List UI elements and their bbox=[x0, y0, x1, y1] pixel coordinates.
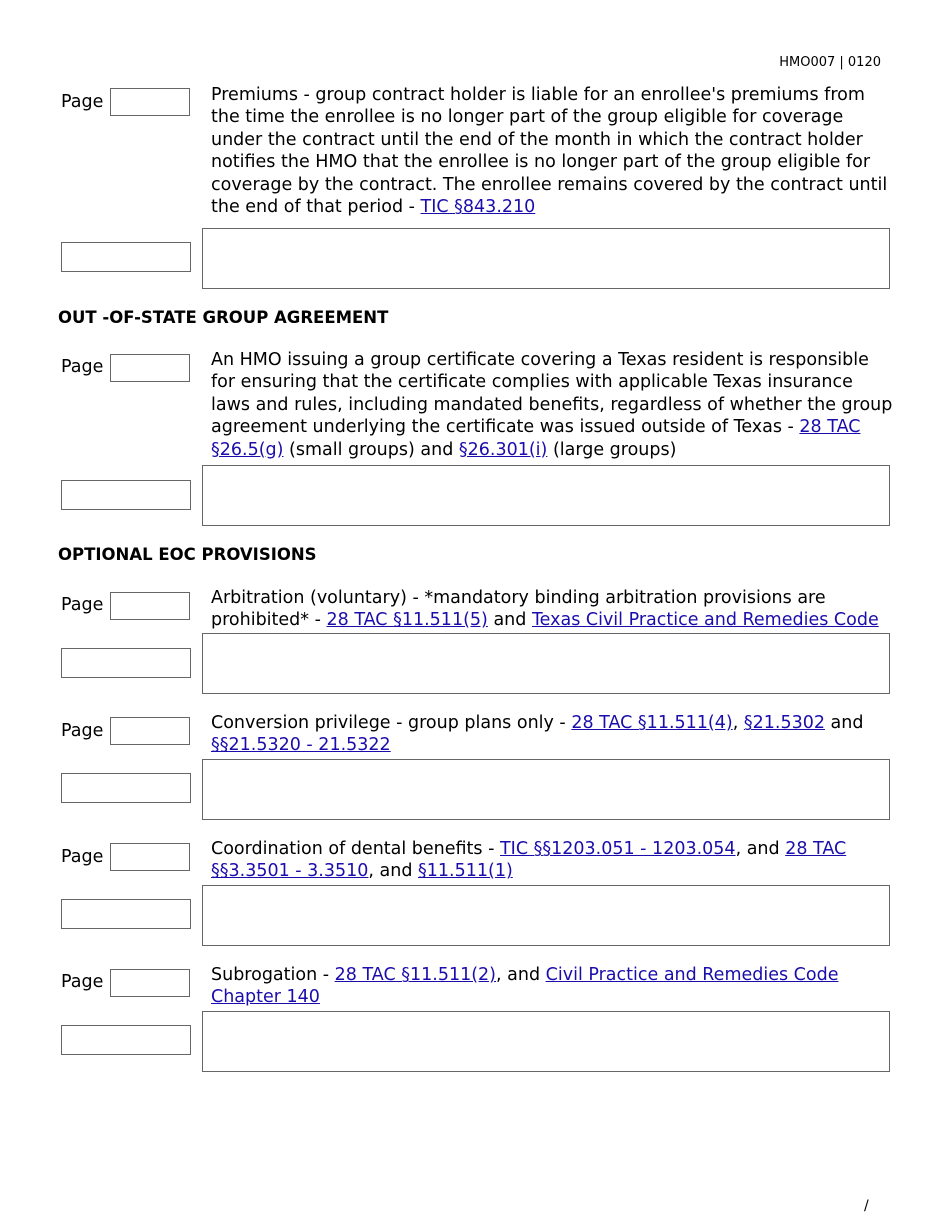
page-number-input[interactable] bbox=[110, 969, 190, 997]
civil-practice-171-link[interactable]: Texas Civil Practice and Remedies Code bbox=[531, 610, 879, 631]
tac-11-511-1-link[interactable]: §11.511(1) bbox=[418, 861, 513, 882]
tac-11-511-5-link[interactable]: 28 TAC §11.511(5) bbox=[326, 610, 488, 631]
tac-21-5320-link[interactable]: §§21.5320 - 21.5322 bbox=[211, 735, 391, 756]
small-input-box[interactable] bbox=[61, 1025, 191, 1055]
comment-box[interactable] bbox=[202, 759, 890, 820]
page-label: Page bbox=[61, 595, 104, 615]
page-number-input[interactable] bbox=[110, 88, 190, 116]
small-input-box[interactable] bbox=[61, 242, 191, 272]
dental-text: Coordination of dental benefits - TIC §§1203.051 - 1203.054, and 28 TAC §§3.3501 - 3.3510, and §11.511(1) bbox=[211, 839, 847, 882]
small-input-box[interactable] bbox=[61, 899, 191, 929]
conversion-text: Conversion privilege - group plans only - 28 TAC §11.511(4), §21.5302 and §§21.5320 - 21.5322 bbox=[211, 713, 864, 756]
page-label: Page bbox=[61, 92, 104, 112]
page-number-input[interactable] bbox=[110, 717, 190, 745]
small-input-box[interactable] bbox=[61, 648, 191, 678]
tac-11-511-4-link[interactable]: 28 TAC §11.511(4) bbox=[571, 713, 733, 733]
small-input-box[interactable] bbox=[61, 480, 191, 510]
out-of-state-text: An HMO issuing a group certificate covering a Texas resident is responsible for ensuring that the certificate complies with applicable Texas insurance laws and rules, including mandated benefits, regardless of whether the group agreement underlying the certificate was issued outside of Texas - 28 TAC §26.5(g) (small groups) and §26.301(i) (large groups) bbox=[211, 350, 893, 460]
form-code: HMO007 | 0120 bbox=[779, 55, 881, 70]
page-number-input[interactable] bbox=[110, 843, 190, 871]
page-label: Page bbox=[61, 847, 104, 867]
tac-11-511-2-link[interactable]: 28 TAC §11.511(2) bbox=[334, 965, 497, 985]
comment-box[interactable] bbox=[202, 228, 890, 289]
comment-box[interactable] bbox=[202, 885, 890, 946]
page-label: Page bbox=[61, 721, 104, 741]
section-heading-out-of-state: OUT -OF-STATE GROUP AGREEMENT bbox=[58, 308, 389, 327]
tac-3-3501-link[interactable]: 28 TAC §§3.3501 - 3.3510 bbox=[211, 839, 847, 882]
section-heading-optional-eoc: OPTIONAL EOC PROVISIONS bbox=[58, 545, 317, 564]
page-number-input[interactable] bbox=[110, 354, 190, 382]
tic-1203-link[interactable]: TIC §§1203.051 - 1203.054 bbox=[499, 839, 736, 859]
subrogation-text: Subrogation - 28 TAC §11.511(2), and Civil Practice and Remedies Code Chapter 140 bbox=[211, 965, 839, 1008]
comment-box[interactable] bbox=[202, 465, 890, 526]
tac-21-5302-link[interactable]: §21.5302 bbox=[743, 713, 825, 733]
page-label: Page bbox=[61, 357, 104, 377]
comment-box[interactable] bbox=[202, 633, 890, 694]
tac-26-301i-link[interactable]: §26.301(i) bbox=[458, 439, 548, 460]
tac-26-5g-link[interactable]: 28 TAC §26.5(g) bbox=[211, 417, 861, 460]
page-label: Page bbox=[61, 972, 104, 992]
arbitration-text: Arbitration (voluntary) - *mandatory binding arbitration provisions are prohibited* - 28 TAC §11.511(5) and Texas Civil Practice and Remedies Code bbox=[211, 587, 893, 654]
comment-box[interactable] bbox=[202, 1011, 890, 1072]
civil-practice-140-link[interactable]: Civil Practice and Remedies Code Chapter 140 bbox=[211, 965, 839, 1008]
tic-843-210-link[interactable]: TIC §843.210 bbox=[420, 197, 536, 218]
page-number-footer: / bbox=[864, 1198, 869, 1214]
page-number-input[interactable] bbox=[110, 592, 190, 620]
premiums-text: Premiums - group contract holder is liable for an enrollee's premiums from the time the enrollee is no longer part of the group eligible for coverage under the contract until the end of the month in which the contract holder notifies the HMO that the enrollee is no longer part of the group eligible for coverage by the contract. The enrollee remains covered by the contract until the end of that period - TIC §843.210 bbox=[211, 85, 888, 218]
small-input-box[interactable] bbox=[61, 773, 191, 803]
